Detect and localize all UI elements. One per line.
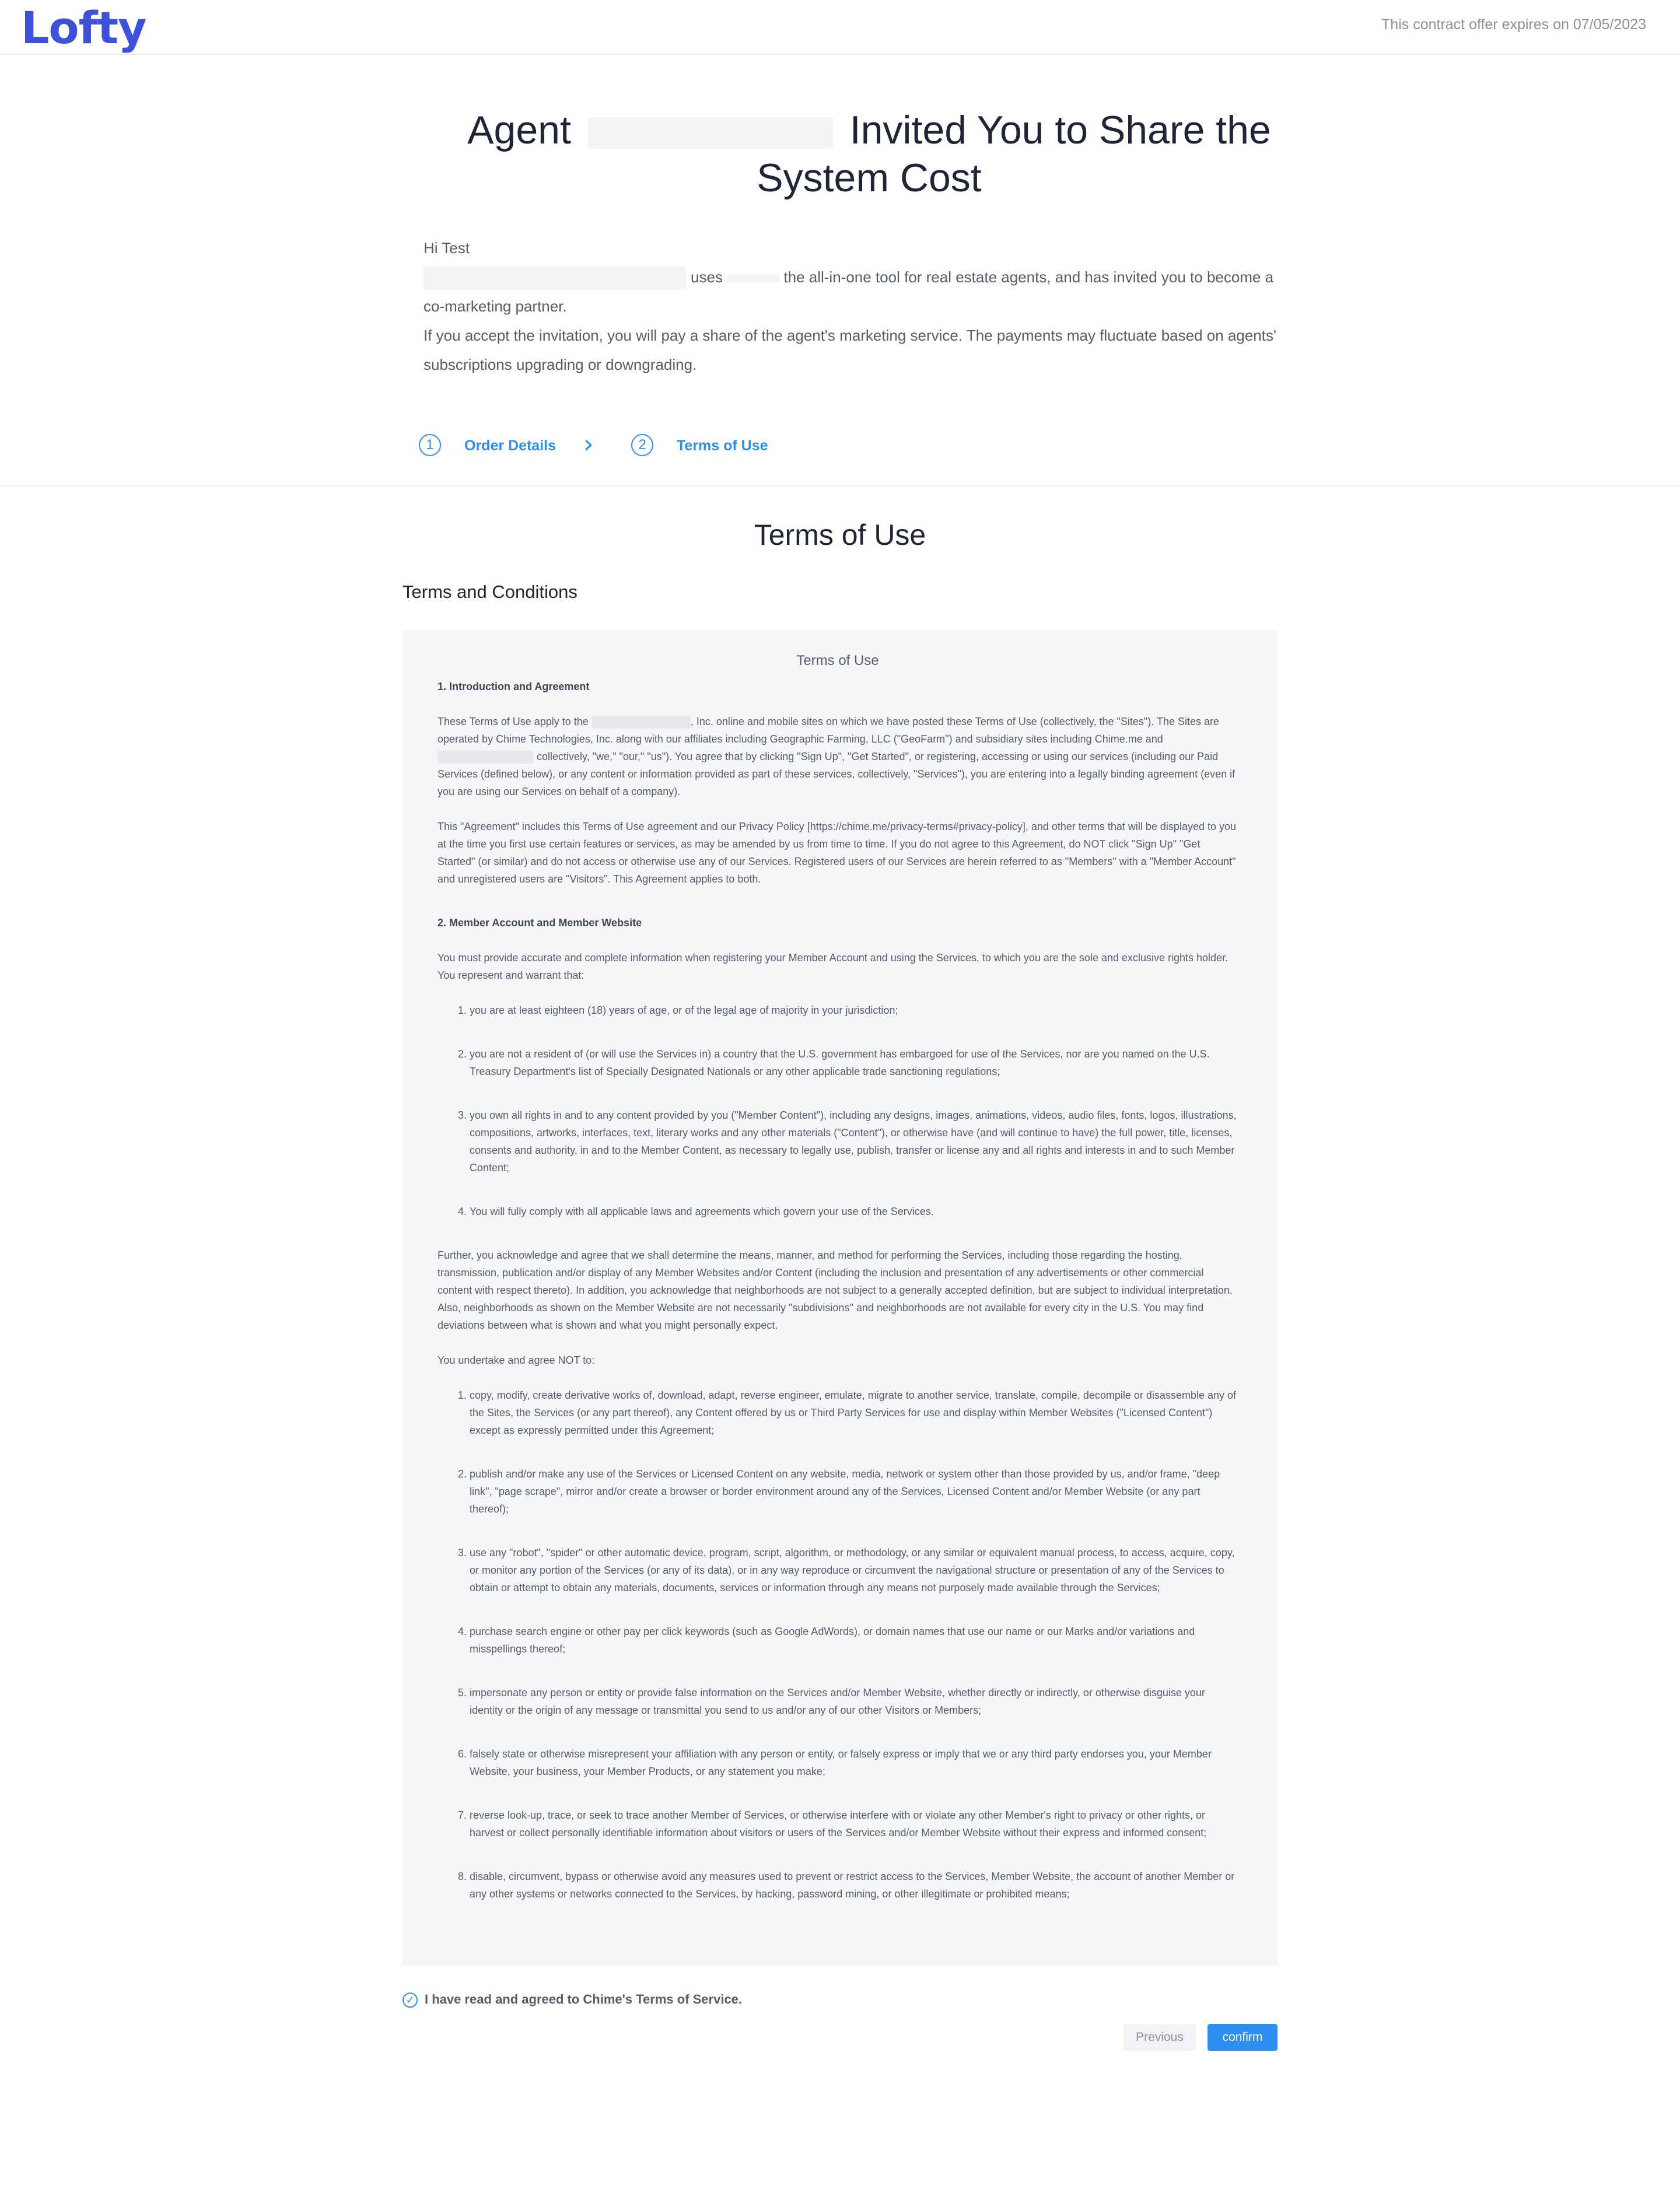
payment-line: If you accept the invitation, you will pay a share of the agent's marketing service. The payments may fluctuate based on agents' subscriptions upgrading or downgrading. xyxy=(424,327,1276,373)
title-part1: Agent xyxy=(467,108,571,152)
list-item: 1. you are at least eighteen (18) years of age, or of the legal age of majority in your jurisdiction; xyxy=(470,1002,1238,1019)
representations-list xyxy=(438,1002,1238,1220)
list-item: 3. use any "robot", "spider" or other automatic device, program, script, algorithm, or methodology, or any similar or equivalent manual process, to access, acquire, copy, or monitor any portion of the Services (or any of its data), or in any way reproduce or circumvent the navigational structure or presentation of any of the Services to obtain or attempt to obtain any materials, documents, services or information through any means not purposely made available through the Services; xyxy=(470,1544,1238,1596)
agree-label[interactable]: I have read and agreed to Chime's Terms of Service. xyxy=(425,1992,743,2007)
terms-title: Terms of Use xyxy=(754,519,926,551)
redacted-site xyxy=(438,751,534,764)
step-1-number: 1 xyxy=(419,434,441,456)
terms-scroll-box[interactable] xyxy=(402,630,1278,1966)
list-item: 2. publish and/or make any use of the Services or Licensed Content on any website, media, network or system other than those provided by us, and/or frame, "deep link", "page scrape", mirror and/or create a browser or border environment around any of the Services, Licensed Content and/or Member Website (or any part thereof); xyxy=(470,1465,1238,1518)
step-terms-of-use[interactable]: Terms of Use xyxy=(677,437,768,454)
invite-line: uses the all-in-one tool for real estate agents, and has invited you to become a co-marketing partner. xyxy=(424,262,1298,321)
list-item: 4. You will fully comply with all applicable laws and agreements which govern your use of the Services. xyxy=(470,1203,1238,1220)
section-1-paragraph-2: This "Agreement" includes this Terms of Use agreement and our Privacy Policy [https://chime.me/privacy-terms#privacy-policy], and other terms that will be displayed to you at the time you first use certain features or services, as may be amended by us from time to time. If you do not agree to this Agreement, do NOT click "Sign Up" "Get Started" (or similar) and do not access or otherwise use any of our Services. Registered users of our Services are herein referred to as "Members" with a "Member Account" and unregistered users are "Visitors". This Agreement applies to both. xyxy=(438,821,1237,885)
redacted-company xyxy=(592,716,691,729)
doc-title: Terms of Use xyxy=(796,653,879,668)
section-2-paragraph-1: You must provide accurate and complete information when registering your Member Account and using the Services, to which you are the sole and exclusive rights holder. You represent and warrant that: xyxy=(438,952,1228,981)
redacted-agent-name xyxy=(588,117,833,149)
lofty-logo[interactable]: Lofty xyxy=(21,2,146,54)
top-bar xyxy=(0,0,1680,55)
redacted-agent-text xyxy=(424,267,686,290)
section-2-paragraph-2: Further, you acknowledge and agree that we shall determine the means, manner, and method for performing the Services, including those regarding the hosting, transmission, publication and/or display of any Member Websites and/or Content (including the inclusion and presentation of any advertisements or other commercial content with respect thereto). In addition, you acknowledge that neighborhoods are not subject to a generally accepted definition, but are subject to individual interpretation. Also, neighborhoods as shown on the Member Website are not necessarily "subdivisions" and neighborhoods are not available for every city in the U.S. You may find deviations between what is shown and what you might personally expect. xyxy=(438,1249,1233,1331)
terms-subtitle: Terms and Conditions xyxy=(402,582,578,602)
list-item: 6. falsely state or otherwise misrepresent your affiliation with any person or entity, or falsely express or imply that we or any third party endorses you, your Member Website, your business, your Member Products, or any statement you make; xyxy=(470,1745,1238,1780)
agree-checkbox[interactable]: ✓ xyxy=(402,1993,418,2008)
offer-expiry-text: This contract offer expires on 07/05/2023 xyxy=(1381,16,1646,33)
chevron-right-icon: › xyxy=(583,429,594,459)
section-2-heading: 2. Member Account and Member Website xyxy=(438,917,642,929)
step-2-number: 2 xyxy=(631,434,653,456)
list-item: 4. purchase search engine or other pay per click keywords (such as Google AdWords), or domain names that use our name or our Marks and/or variations and misspellings thereof; xyxy=(470,1623,1238,1658)
list-item: 3. you own all rights in and to any content provided by you ("Member Content"), including any designs, images, animations, videos, audio files, fonts, logos, illustrations, compositions, artworks, interfaces, text, literary works and any other materials ("Content"), or otherwise have (and will continue to have) the full power, title, licenses, consents and authority, in and to the Member Content, as necessary to legally use, publish, transfer or license any and all rights and interests in and to such Member Content; xyxy=(470,1106,1238,1176)
section-1-paragraph-1: These Terms of Use apply to the , Inc. online and mobile sites on which we have posted these Terms of Use (collectively, the "Sites"). The Sites are operated by Chime Technologies, Inc. along with our affiliates including Geographic Farming, LLC ("GeoFarm") and subsidiary sites including Chime.me and collectively, "we," "our," "us"). You agree that by clicking "Sign Up", "Get Started", or registering, accessing or using our services (including our Paid Services (defined below), or any content or information provided as part of these services, collectively, "Services"), you are entering into a legally binding agreement (even if you are using our Services on behalf of a company). xyxy=(438,716,1236,797)
redacted-brand xyxy=(727,274,779,282)
confirm-button[interactable]: confirm xyxy=(1208,2024,1278,2051)
list-item: 2. you are not a resident of (or will use the Services in) a country that the U.S. government has embargoed for use of the Services, nor are you named on the U.S. Treasury Department's list of Specially Designated Nationals or any other applicable trade sanctioning regulations; xyxy=(470,1045,1238,1080)
section-divider xyxy=(0,485,1680,486)
list-item: 7. reverse look-up, trace, or seek to trace another Member of Services, or otherwise interfere with or violate any other Member's right to privacy or other rights, or harvest or collect personally identifiable information about visitors or users of the Services and/or Member Website without their express and informed consent; xyxy=(470,1806,1238,1841)
list-item: 1. copy, modify, create derivative works of, download, adapt, reverse engineer, emulate, migrate to another service, translate, compile, decompile or disassemble any of the Sites, the Services (or any part thereof), any Content offered by us or Third Party Services for use and display within Member Websites ("Licensed Content") except as expressly permitted under this Agreement; xyxy=(470,1386,1238,1439)
section-1-heading: 1. Introduction and Agreement xyxy=(438,681,590,692)
title-part2: Invited You to Share the System Cost xyxy=(757,108,1271,200)
step-order-details[interactable]: Order Details xyxy=(464,437,556,454)
list-item: 8. disable, circumvent, bypass or otherwise avoid any measures used to prevent or restrict access to the Services, Member Website, the account of another Member or any other systems or networks connected to the Services, by hacking, password mining, or other illegitimate or prohibited means; xyxy=(470,1868,1238,1903)
list-item: 5. impersonate any person or entity or provide false information on the Services and/or Member Website, whether directly or indirectly, or otherwise disguise your identity or the origin of any message or transmittal you send to us and/or any of our other Visitors or Members; xyxy=(470,1684,1238,1719)
greeting-line: Hi Test xyxy=(424,239,470,257)
prohibitions-list xyxy=(438,1386,1238,1903)
section-2-paragraph-3: You undertake and agree NOT to: xyxy=(438,1354,595,1366)
page-title xyxy=(432,106,1307,202)
invitation-message xyxy=(424,233,1298,379)
previous-button[interactable]: Previous xyxy=(1124,2024,1196,2051)
terms-content xyxy=(438,652,1238,1929)
